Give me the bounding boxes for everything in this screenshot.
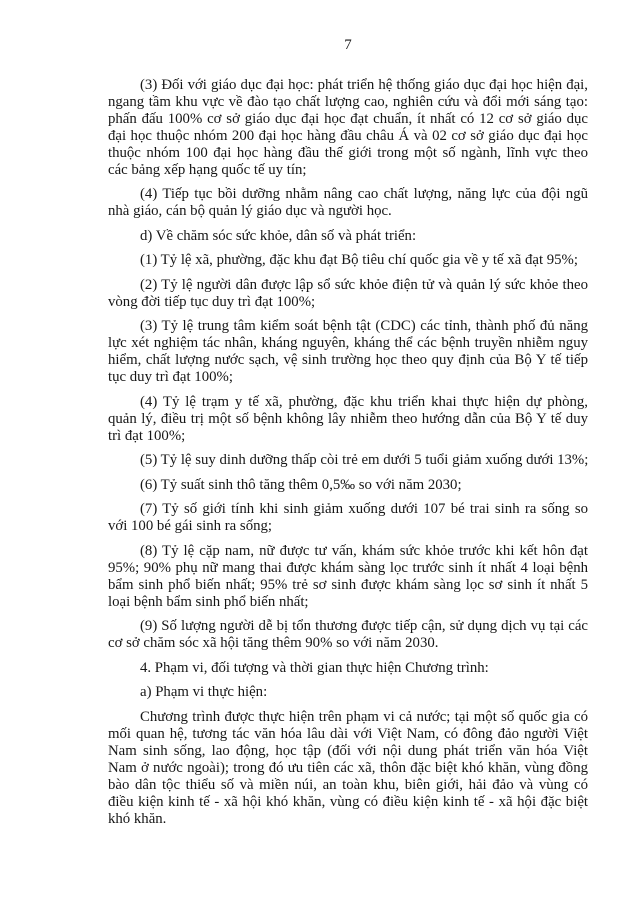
paragraph-higher-education (108, 77, 588, 179)
paragraph-health-item-6 (108, 477, 588, 494)
text-line: (5) Tỷ lệ suy dinh dưỡng thấp còi trẻ em dưới 5 tuổi giảm xuống dưới 13%; (140, 452, 589, 468)
paragraph-health-item-5 (108, 452, 588, 469)
paragraph-scope-description (108, 709, 588, 828)
section-heading-scope (108, 660, 588, 677)
text-line: (9) Số lượng người dễ bị tổn thương được tiếp cận, sử dụng dịch vụ tại các (140, 618, 588, 634)
text-line: a) Phạm vi thực hiện: (140, 684, 268, 700)
text-line: Nam sinh sống, lao động, học tập (đối với nội dung phát triển văn hóa Việt (108, 742, 588, 759)
text-line: hiểm, chất lượng nước sạch, vệ sinh trường học theo quy định của Bộ Y tế tiếp (108, 352, 588, 368)
text-line: (2) Tỷ lệ người dân được lập sổ sức khỏe điện tử và quản lý sức khỏe theo (140, 276, 588, 293)
paragraph-health-item-7 (108, 501, 588, 535)
text-line: (4) Tiếp tục bồi dưỡng nhằm nâng cao chất lượng, năng lực của đội ngũ (140, 186, 588, 202)
paragraph-health-item-3 (108, 318, 588, 386)
text-line: (4) Tỷ lệ trạm y tế xã, phường, đặc khu triển khai thực hiện dự phòng, (140, 393, 588, 410)
text-line: điều kiện kinh tế - xã hội khó khăn, vùng có điều kiện kinh tế - xã hội đặc biệt (108, 793, 588, 810)
text-line: khó khăn. (108, 810, 167, 827)
page-number: 7 (344, 37, 352, 53)
text-line: quản lý, điều trị một số bệnh không lây nhiễm theo hướng dẫn của Bộ Y tế duy (108, 410, 588, 427)
text-line: (7) Tỷ số giới tính khi sinh giảm xuống dưới 107 bé trai sinh ra sống so (140, 501, 588, 517)
text-line: các bảng xếp hạng quốc tế uy tín; (108, 161, 307, 178)
subsection-heading-scope (108, 684, 588, 701)
paragraph-health-item-9 (108, 618, 588, 652)
text-line: d) Về chăm sóc sức khỏe, dân số và phát triển: (140, 227, 417, 244)
text-line: 4. Phạm vi, đối tượng và thời gian thực hiện Chương trình: (140, 659, 489, 676)
text-line: 95%; 90% phụ nữ mang thai được khám sàng lọc trước sinh ít nhất 4 loại bệnh (108, 559, 588, 576)
text-line: ngang tầm khu vực về đào tạo chất lượng cao, nghiên cứu và đổi mới sáng tạo: (108, 93, 588, 110)
paragraph-health-item-8 (108, 543, 588, 611)
text-line: đại học thuộc nhóm 200 đại học hàng đầu châu Á và 02 cơ sở giáo dục đại học (108, 127, 588, 144)
text-line: loại bệnh bẩm sinh phổ biến nhất; (108, 593, 309, 610)
text-line: (8) Tỷ lệ cặp nam, nữ được tư vấn, khám sức khỏe trước khi kết hôn đạt (140, 542, 588, 559)
text-line: bẩm sinh phổ biến nhất; 95% trẻ sơ sinh được khám sàng lọc sơ sinh ít nhất 5 (108, 576, 588, 593)
section-heading-health-population (108, 228, 588, 245)
text-line: mối quan hệ, tương tác văn hóa lâu dài với Việt Nam, có đông đảo người Việt (108, 725, 588, 742)
text-line: (3) Tỷ lệ trung tâm kiểm soát bệnh tật (CDC) các tỉnh, thành phố đủ năng (140, 318, 588, 334)
text-line: (6) Tỷ suất sinh thô tăng thêm 0,5‰ so với năm 2030; (140, 476, 462, 493)
text-line: trì đạt 100%; (108, 427, 186, 444)
text-line: phấn đấu 100% cơ sở giáo dục đại học đạt chuẩn, ít nhất có 12 cơ sở giáo dục (108, 110, 588, 127)
text-line: bào dân tộc thiểu số và miền núi, an toàn khu, biên giới, hải đảo và vùng có (108, 776, 588, 793)
text-line: vòng đời tiếp tục duy trì đạt 100%; (108, 293, 316, 310)
page-body (108, 77, 588, 836)
text-line: tục duy trì đạt 100%; (108, 369, 233, 385)
paragraph-health-item-2 (108, 277, 588, 311)
text-line: (3) Đối với giáo dục đại học: phát triển hệ thống giáo dục đại học hiện đại, (140, 76, 588, 93)
paragraph-teacher-training (108, 186, 588, 220)
text-line: cơ sở chăm sóc xã hội tăng thêm 90% so với năm 2030. (108, 635, 439, 651)
text-line: nhà giáo, cán bộ quản lý giáo dục và người học. (108, 203, 392, 219)
paragraph-health-item-4 (108, 394, 588, 445)
text-line: Chương trình được thực hiện trên phạm vi cả nước; tại một số quốc gia có (140, 708, 588, 725)
text-line: (1) Tỷ lệ xã, phường, đặc khu đạt Bộ tiêu chí quốc gia về y tế xã đạt 95%; (140, 252, 578, 268)
paragraph-health-item-1 (108, 252, 588, 269)
text-line: lực xét nghiệm tác nhân, kháng nguyên, kháng thể các bệnh truyền nhiễm nguy (108, 335, 588, 351)
text-line: thuộc nhóm 100 đại học hàng đầu thế giới trong một số ngành, lĩnh vực theo (108, 144, 588, 161)
text-line: với 100 bé gái sinh ra sống; (108, 518, 272, 534)
text-line: Nam ở nước ngoài); trong đó ưu tiên các xã, thôn đặc biệt khó khăn, vùng đồng (108, 759, 588, 776)
